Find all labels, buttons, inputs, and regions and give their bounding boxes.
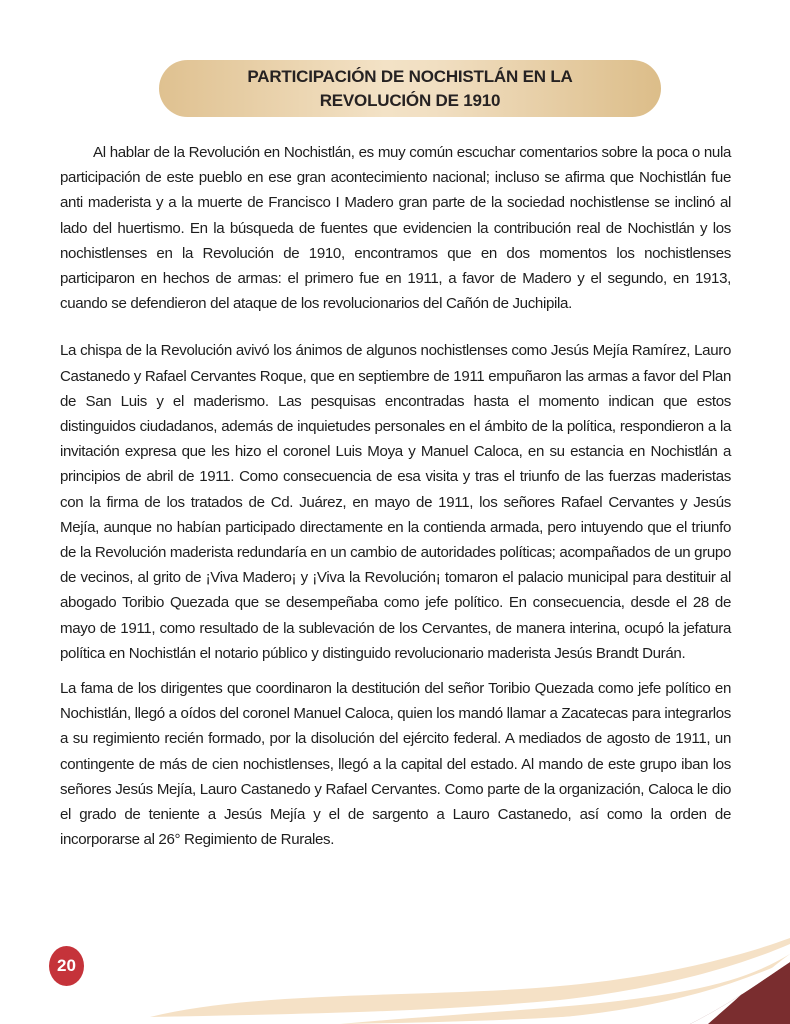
section-title-line-2: REVOLUCIÓN DE 1910 xyxy=(319,90,501,110)
decorative-swoosh-icon xyxy=(0,920,790,1024)
paragraph-caloca-regiment: La fama de los dirigentes que coordinaron la destitución del señor Toribio Quezada como jefe político en Nochistlán, llegó a oídos del coronel Manuel Caloca, quien los mandó llamar a Zacatecas para integrarlos a su regimiento recién formado, por la disolución del ejército federal. A mediados de agosto de 1911, un contingente de más de cien nochistlenses, llegó a la capital del estado. Al mando de este grupo iban los señores Jesús Mejía, Lauro Castanedo y Rafael Cervantes. Como parte de la organización, Caloca le dio el grado de teniente a Jesús Mejía y el de sargento a Lauro Castanedo, así como la orden de incorporarse al 26° Regimiento de Rurales. xyxy=(60,680,731,849)
paragraph-1911-uprising: La chispa de la Revolución avivó los ánimos de algunos nochistlenses como Jesús Mejía Ramírez, Lauro Castanedo y Rafael Cervantes Roque, que en septiembre de 1911 empuñaron las armas a favor del Plan de San Luis y el maderismo. Las pesquisas encontradas hasta el momento indican que estos distinguidos ciudadanos, además de inquietudes personales en el ámbito de la política, respondieron a la invitación expresa que les hizo el coronel Luis Moya y Manuel Caloca, en su estancia en Nochistlán a principios de abril de 1911. Como consecuencia de esa visita y tras el triunfo de las fuerzas maderistas con la firma de los tratados de Cd. Juárez, en mayo de 1911, los señores Rafael Cervantes y Jesús Mejía, aunque no habían participado directamente en la contienda armada, pero intuyendo que el triunfo de la Revolución maderista redundaría en un cambio de autoridades políticas; acompañados de un grupo de vecinos, al grito de ¡Viva Madero¡ y ¡Viva la Revolución¡ tomaron el palacio municipal para destituir al abogado Toribio Quezada que se desempeñaba como jefe político. En consecuencia, desde el 28 de mayo de 1911, como resultado de la sublevación de los Cervantes, de manera interina, ocupó la jefatura política en Nochistlán el notario público y distinguido revolucionario maderista Jesús Brandt Durán. xyxy=(60,342,731,662)
article-body xyxy=(60,140,731,852)
section-title-line-1: PARTICIPACIÓN DE NOCHISTLÁN EN LA xyxy=(247,66,573,86)
page-number-badge: 20 xyxy=(49,946,84,986)
section-title-banner xyxy=(159,60,661,117)
paragraph-intro: Al hablar de la Revolución en Nochistlán, es muy común escuchar comentarios sobre la poca o nula participación de este pueblo en ese gran acontecimiento nacional; incluso se afirma que Nochistlán fue anti maderista y a la muerte de Francisco I Madero gran parte de la sociedad nochistlense se inclinó al lado del huertismo. En la búsqueda de fuentes que evidencien la contribución real de Nochistlán y los nochistlenses en la Revolución de 1910, encontramos que en dos momentos los nochistlenses participaron en hechos de armas: el primero fue en 1911, a favor de Madero y el segundo, en 1913, cuando se defendieron del ataque de los revolucionarios del Cañón de Juchipila. xyxy=(60,144,731,313)
